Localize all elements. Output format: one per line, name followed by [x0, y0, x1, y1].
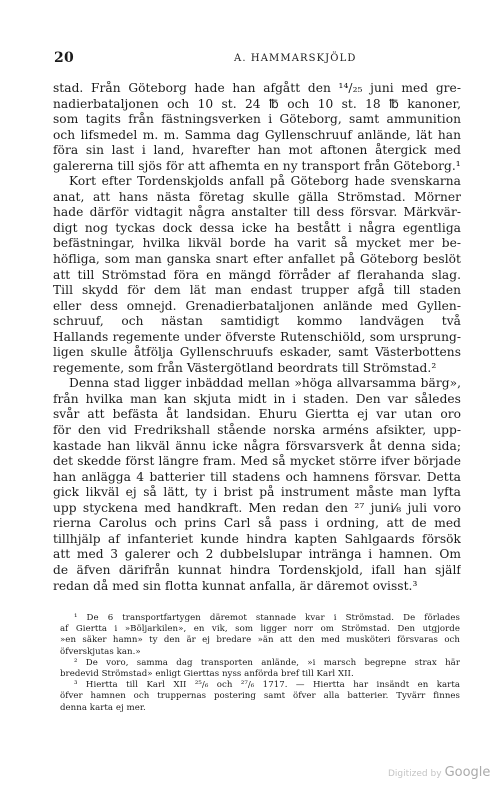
page-header: [54, 50, 459, 70]
footnote-line: ³ Hiertta till Karl XII ²⁵/₆ och ²⁷/₆ 1717. — Hiertta har insändt en karta: [74, 680, 460, 691]
footnote-line: »en säker hamn» ty den är ej bredare »än att den med musköteri försvaras och: [60, 635, 460, 646]
watermark-logo-text: Google: [444, 765, 491, 780]
body-line: gick likväl ej så lätt, ty i brist på instrument måste man lyfta: [53, 485, 461, 500]
footnote-line: öfverskjutas kan.»: [60, 646, 141, 657]
body-line: hade därför vidtagit några anstalter till dess försvar. Märkvär-: [53, 205, 461, 220]
body-line: anat, att hans nästa företag skulle gälla Strömstad. Mörner: [53, 189, 461, 204]
body-line: kastade han likväl ännu icke några försvarsverk åt denna sida;: [53, 438, 461, 453]
body-line: Denna stad ligger inbäddad mellan »höga allvarsamma bärg»,: [69, 376, 461, 391]
body-line: eller dess omnejd. Grenadierbataljonen anlände med Gyllen-: [53, 298, 461, 313]
footnote-line: öfver hamnen och truppernas postering samt öfver alla batterier. Tyvärr finnes: [60, 691, 460, 702]
body-line: redan då med sin flotta kunnat anfalla, är däremot ovisst.³: [53, 578, 418, 593]
digitizer-watermark: [388, 765, 490, 780]
body-text: [53, 81, 461, 594]
body-line: han anlägga 4 batterier till stadens och hamnens försvar. Detta: [53, 469, 461, 484]
body-line: höfliga, som man ganska snart efter anfallet på Göteborg beslöt: [53, 252, 461, 267]
body-line: för den vid Fredrikshall stående norska arméns afsikter, upp-: [53, 423, 461, 438]
footnote-line: bredevid Strömstad» enligt Gierttas nyss anförda bref till Karl XII.: [60, 668, 354, 679]
footnotes: [60, 613, 460, 714]
footnote-line: ¹ De 6 transportfartygen däremot stannade kvar i Strömstad. De förlades: [74, 613, 460, 623]
body-line: Till skydd för dem lät man endast trupper afgå till staden: [53, 283, 461, 298]
body-line: ligen skulle åtfölja Gyllenschruufs eskader, samt Västerbottens: [53, 345, 461, 360]
page-number: 20: [54, 50, 75, 66]
body-line: de äfven därifrån kunnat hindra Tordenskjold, ifall han själf: [53, 562, 461, 577]
body-line: föra sin last i land, hvarefter han mot aftonen återgick med: [53, 143, 461, 158]
body-line: stad. Från Göteborg hade han afgått den ¹⁴/₂₅ juni med gre-: [53, 81, 461, 95]
body-line: att till Strömstad föra en mängd förråder af flerahanda slag.: [53, 267, 461, 282]
body-line: befästningar, hvilka likväl borde ha varit så mycket mer be-: [53, 236, 461, 251]
body-line: att med 3 galerer och 2 dubbelslupar intränga i hamnen. Om: [53, 547, 461, 562]
footnote-line: af Giertta i »Böljarkilen», en vik, som ligger norr om Strömstad. Den utgjorde: [60, 624, 460, 635]
body-line: regemente, som från Västergötland beordrats till Strömstad.²: [53, 360, 437, 375]
running-head: A. HAMMARSKJÖLD: [234, 53, 357, 64]
body-line: svår att befästa åt landsidan. Ehuru Giertta ej var utan oro: [53, 407, 461, 422]
body-line: som tagits från fästningsverken i Göteborg, samt ammunition: [53, 112, 461, 127]
footnote-line: denna karta ej mer.: [60, 702, 146, 713]
body-line: tillhjälp af infanteriet kunde hindra kapten Sahlgaards försök: [53, 531, 461, 546]
body-line: nadierbataljonen och 10 st. 24 ℔ och 10 st. 18 ℔ kanoner,: [53, 96, 461, 111]
body-line: upp styckena med handkraft. Men redan den ²⁷ juni⁄₈ juli voro: [53, 500, 461, 515]
body-line: från hvilka man kan skjuta midt in i staden. Den var således: [53, 391, 461, 406]
body-line: Kort efter Tordenskjolds anfall på Göteborg hade svenskarna: [69, 174, 461, 189]
body-line: det skedde först längre fram. Med så mycket större ifver började: [53, 454, 461, 469]
footnote-line: ² De voro, samma dag transporten anlände, »i marsch begrepne strax här: [74, 657, 460, 668]
body-line: digt nog tyckas dock dessa icke ha bestått i några egentliga: [53, 220, 461, 235]
body-line: schruuf, och nästan samtidigt kommo landvägen två: [53, 314, 461, 329]
watermark-small-text: Digitized by: [388, 769, 442, 779]
body-line: rierna Carolus och prins Carl så pass i ordning, att de med: [53, 516, 461, 531]
body-line: galererna till sjös för att afhemta en ny transport från Göteborg.¹: [53, 158, 461, 173]
body-line: Hallands regemente under öfverste Rutenschiöld, som ursprung-: [53, 329, 461, 344]
body-line: och lifsmedel m. m. Samma dag Gyllenschruuf anlände, lät han: [53, 127, 461, 142]
